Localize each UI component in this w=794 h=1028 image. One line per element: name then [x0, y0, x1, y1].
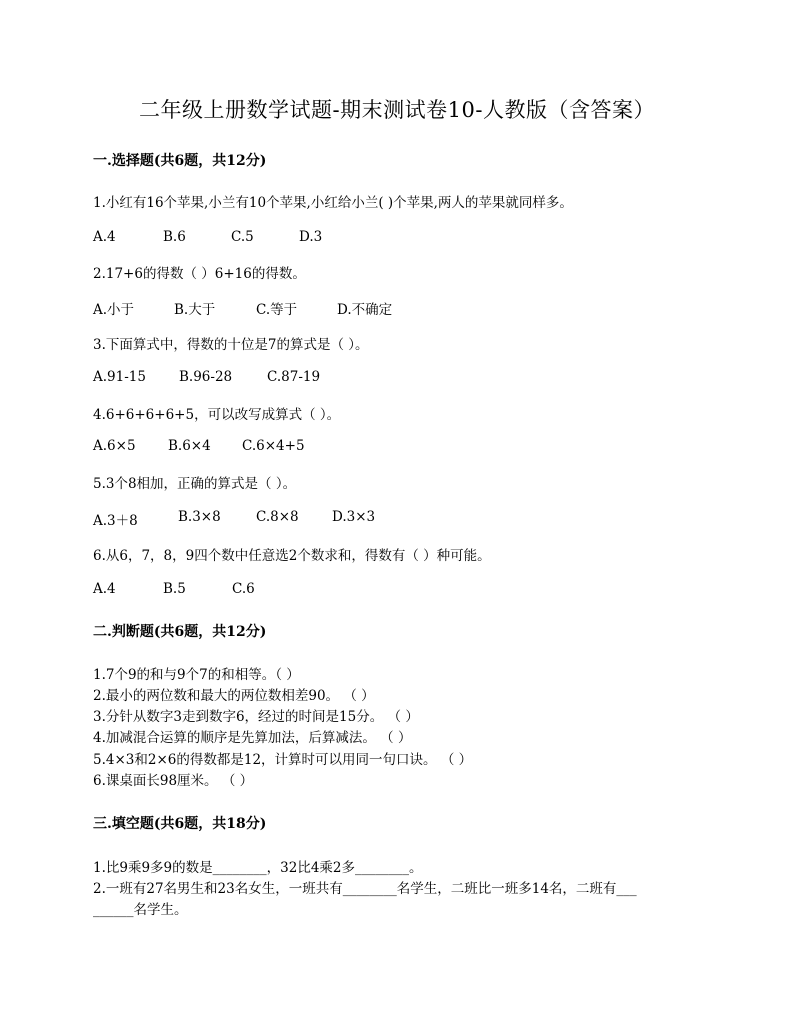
option: A.91-15	[93, 369, 146, 385]
fill-in-item: 1.比9乘9多9的数是________，32比4乘2多________。	[93, 860, 423, 876]
question-text: 6.从6，7，8，9四个数中任意选2个数求和，得数有（ ）种可能。	[93, 548, 491, 564]
option: B.大于	[174, 302, 216, 318]
question-text: 1.小红有16个苹果,小兰有10个苹果,小红给小兰( )个苹果,两人的苹果就同样多。	[93, 195, 573, 211]
option: A.6×5	[93, 438, 136, 454]
option: B.96-28	[179, 369, 233, 385]
question-text: 4.6+6+6+6+5，可以改写成算式（ ）。	[93, 407, 341, 423]
options-row	[93, 438, 305, 454]
options-row	[93, 229, 322, 245]
option: D.3	[299, 229, 323, 245]
option: D.不确定	[337, 302, 393, 318]
option: C.8×8	[256, 509, 299, 525]
question-text: 2.17+6的得数（ ）6+16的得数。	[93, 266, 306, 282]
option: C.5	[231, 229, 254, 245]
judgement-item: 2.最小的两位数和最大的两位数相差90。 （ ）	[93, 688, 375, 704]
judgement-item: 3.分针从数字3走到数字6，经过的时间是15分。 （ ）	[93, 709, 419, 725]
option: C.等于	[256, 302, 298, 318]
judgement-item: 1.7个9的和与9个7的和相等。（ ）	[93, 667, 300, 683]
option: C.87-19	[267, 369, 321, 385]
option: B.3×8	[178, 509, 221, 525]
options-row	[93, 369, 320, 385]
section-heading-fill-in: 三.填空题(共6题，共18分)	[93, 816, 267, 832]
judgement-item: 4.加减混合运算的顺序是先算加法，后算减法。 （ ）	[93, 730, 412, 746]
section-heading-choice: 一.选择题(共6题，共12分)	[93, 153, 267, 169]
option: A.3＋8	[93, 513, 138, 529]
option: C.6	[232, 581, 255, 597]
option: A.小于	[93, 302, 135, 318]
option: B.6	[163, 229, 186, 245]
option: D.3×3	[332, 509, 376, 525]
page-title: 二年级上册数学试题-期末测试卷10-人教版（含答案）	[139, 98, 655, 122]
section-heading-judgement: 二.判断题(共6题，共12分)	[93, 624, 267, 640]
question-text: 5.3个8相加，正确的算式是（ ）。	[93, 476, 297, 492]
judgement-item: 5.4×3和2×6的得数都是12，计算时可以用同一句口诀。 （ ）	[93, 752, 473, 768]
option: C.6×4+5	[242, 438, 305, 454]
option: B.5	[163, 581, 186, 597]
option: A.4	[93, 229, 116, 245]
option: B.6×4	[168, 438, 211, 454]
option: A.4	[93, 581, 116, 597]
judgement-item: 6.课桌面长98厘米。 （ ）	[93, 773, 254, 789]
fill-in-item: ______名学生。	[93, 902, 188, 918]
options-row	[93, 298, 392, 318]
options-row	[93, 581, 255, 597]
question-text: 3.下面算式中，得数的十位是7的算式是（ ）。	[93, 337, 369, 353]
fill-in-item: 2.一班有27名男生和23名女生，一班共有________名学生，二班比一班多14名，二班有___	[93, 881, 637, 897]
options-row	[93, 509, 375, 529]
